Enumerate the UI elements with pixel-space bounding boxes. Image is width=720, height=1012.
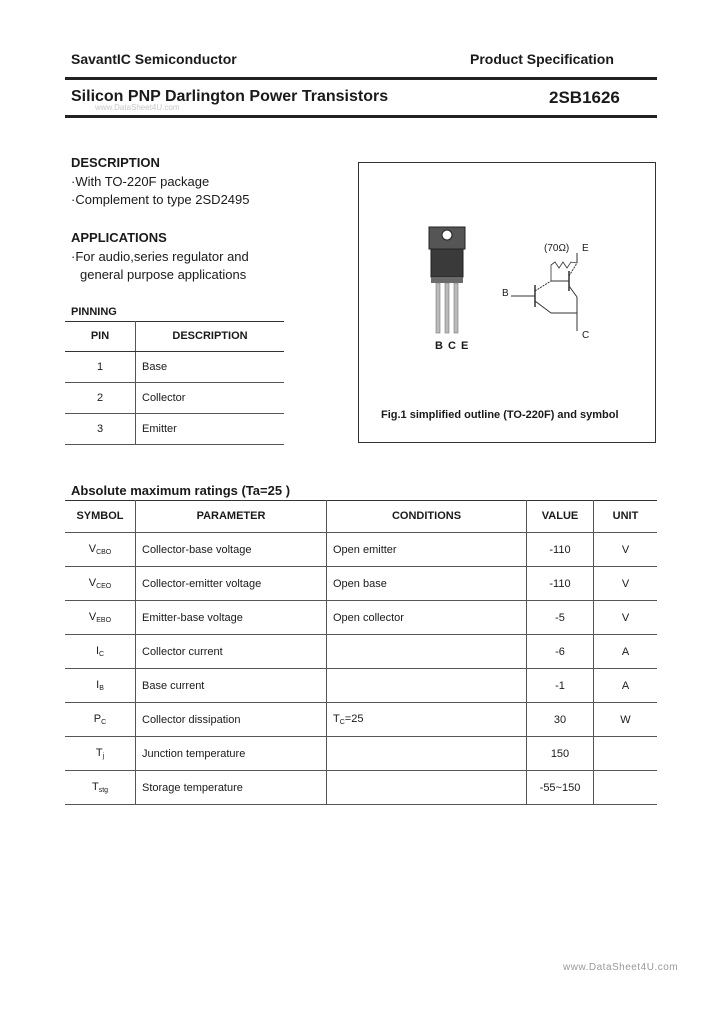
ratings-header-row (65, 500, 657, 533)
value-cell: 30 (527, 703, 594, 737)
value-cell: -6 (527, 635, 594, 669)
description-item: ·With TO-220F package (71, 174, 210, 189)
unit-cell (594, 737, 658, 771)
unit-header: UNIT (612, 510, 639, 522)
unit-cell: V (621, 543, 630, 556)
table-row (65, 352, 284, 383)
symbol-subscript: stg (98, 787, 109, 794)
package-pin-labels: B C E (435, 340, 470, 352)
unit-cell: A (621, 679, 630, 692)
part-number: 2SB1626 (549, 88, 620, 107)
pin-number: 1 (65, 352, 136, 383)
conditions-cell: Open collector (327, 601, 527, 635)
spec-label: Product Specification (470, 51, 614, 67)
table-row (65, 601, 657, 635)
unit-cell: W (620, 713, 631, 726)
parameter-cell: Collector-base voltage (136, 533, 327, 567)
pin-number: 2 (65, 383, 136, 414)
darlington-symbol-icon (499, 241, 619, 341)
pin-description: Base (142, 361, 168, 373)
desc-header: DESCRIPTION (136, 321, 285, 352)
header-rule-top (65, 77, 657, 80)
table-row (65, 383, 284, 414)
symbol-cell (65, 771, 136, 805)
description-title: DESCRIPTION (71, 155, 160, 170)
symbol-header: SYMBOL (65, 500, 136, 533)
package-outline-icon (419, 221, 479, 341)
table-row (65, 703, 657, 737)
ratings-title (71, 483, 290, 498)
table-row (65, 669, 657, 703)
value-cell: -5 (527, 601, 594, 635)
symbol-subscript: B (99, 685, 104, 692)
symbol-letter: P (93, 713, 102, 725)
symbol-subscript: C (101, 719, 107, 726)
conditions-cell (327, 737, 527, 771)
figure-box (358, 162, 656, 443)
condition-letter: T (333, 713, 340, 725)
applications-line: general purpose applications (80, 267, 247, 282)
applications-line: ·For audio,series regulator and (71, 249, 249, 264)
conditions-cell (327, 703, 527, 737)
symbol-letter: I (95, 645, 99, 657)
value-cell: -110 (527, 533, 594, 567)
table-row (65, 414, 284, 445)
value-cell: -55~150 (527, 771, 594, 805)
symbol-cell (65, 533, 136, 567)
figure-caption: Fig.1 simplified outline (TO-220F) and symbol (381, 409, 619, 421)
symbol-letter: V (88, 543, 97, 555)
symbol-e-label: E (582, 243, 589, 254)
symbol-subscript: j (102, 753, 105, 760)
pinning-header-row (65, 321, 284, 352)
pin-number: 3 (65, 414, 136, 445)
header-rule-bottom (65, 115, 657, 118)
pin-description: Emitter (142, 423, 177, 435)
symbol-cell (65, 737, 136, 771)
table-row (65, 533, 657, 567)
symbol-cell (65, 703, 136, 737)
footer-watermark: www.DataSheet4U.com (563, 962, 679, 973)
unit-cell: V (621, 611, 630, 624)
pin-description: Collector (142, 392, 186, 404)
doc-title: Silicon PNP Darlington Power Transistors (71, 88, 389, 105)
pin-header: PIN (65, 321, 136, 352)
applications-title: APPLICATIONS (71, 230, 167, 245)
symbol-subscript: CBO (96, 549, 112, 556)
symbol-letter: T (95, 747, 103, 759)
parameter-cell: Collector-emitter voltage (136, 567, 327, 601)
ratings-table (65, 500, 657, 805)
symbol-subscript: CEO (96, 583, 112, 590)
company-name: SavantIC Semiconductor (71, 51, 237, 67)
conditions-cell (327, 635, 527, 669)
symbol-letter: V (88, 611, 97, 623)
description-item: ·Complement to type 2SD2495 (71, 192, 250, 207)
conditions-cell (327, 771, 527, 805)
symbol-b-label: B (502, 288, 509, 299)
parameter-header: PARAMETER (136, 500, 327, 533)
symbol-cell (65, 567, 136, 601)
table-row (65, 737, 657, 771)
value-cell: -110 (527, 567, 594, 601)
symbol-resistor-label: (70Ω) (544, 243, 570, 254)
symbol-cell (65, 601, 136, 635)
parameter-cell: Base current (136, 669, 327, 703)
pinning-table (65, 321, 284, 445)
symbol-subscript: EBO (96, 617, 112, 624)
conditions-cell: Open base (327, 567, 527, 601)
parameter-cell: Collector dissipation (136, 703, 327, 737)
conditions-header: CONDITIONS (327, 500, 527, 533)
value-cell: -1 (527, 669, 594, 703)
table-row (65, 635, 657, 669)
symbol-cell (65, 669, 136, 703)
table-row (65, 567, 657, 601)
conditions-cell (327, 669, 527, 703)
conditions-cell: Open emitter (327, 533, 527, 567)
unit-cell: V (621, 577, 630, 590)
unit-cell: A (621, 645, 630, 658)
unit-cell (594, 771, 658, 805)
symbol-letter: T (91, 781, 99, 793)
parameter-cell: Emitter-base voltage (136, 601, 327, 635)
symbol-c-label: C (582, 330, 590, 341)
pinning-title: PINNING (71, 306, 117, 318)
condition-rest: =25 (344, 713, 364, 725)
ratings-title-end: ) (285, 483, 291, 498)
symbol-letter: V (88, 577, 97, 589)
table-row (65, 771, 657, 805)
value-cell: 150 (527, 737, 594, 771)
parameter-cell: Collector current (136, 635, 327, 669)
parameter-cell: Storage temperature (136, 771, 327, 805)
symbol-subscript: C (99, 651, 105, 658)
parameter-cell: Junction temperature (136, 737, 327, 771)
value-header: VALUE (527, 500, 594, 533)
symbol-letter: I (96, 679, 100, 691)
condition-subscript: C (339, 719, 345, 726)
ratings-title-text: Absolute maximum ratings (Ta=25 (71, 483, 283, 498)
watermark-top: www.DataSheet4U.com (95, 103, 180, 112)
symbol-cell (65, 635, 136, 669)
